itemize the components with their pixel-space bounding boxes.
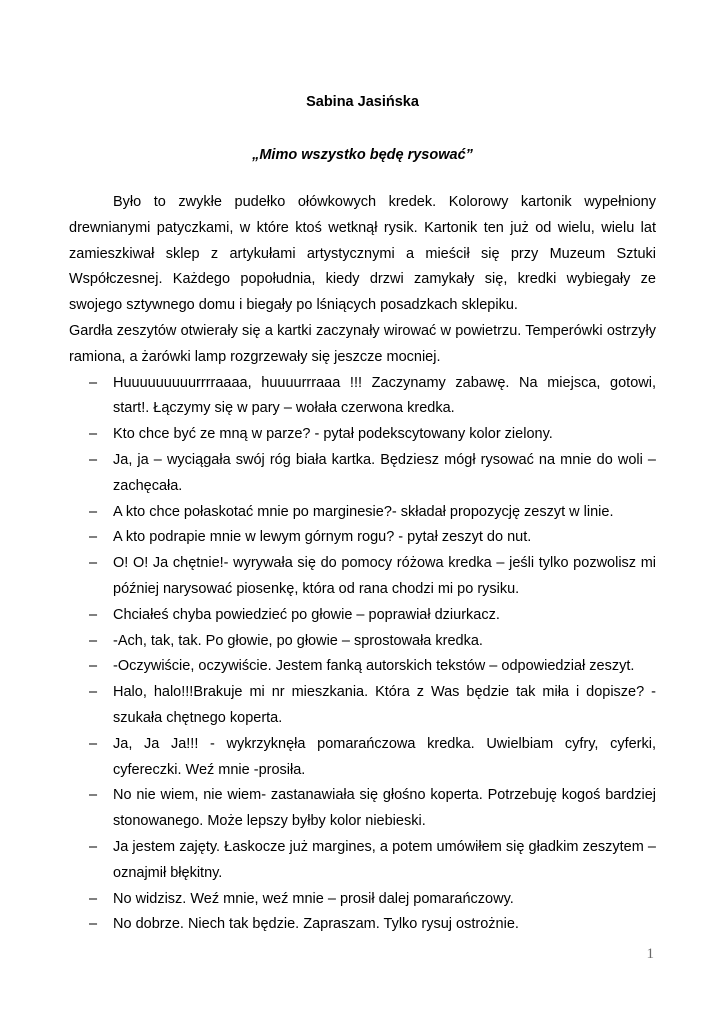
dash-bullet: – xyxy=(89,503,98,520)
dialog-line xyxy=(69,912,656,938)
dialog-text: No dobrze. Niech tak będzie. Zapraszam. Tylko rysuj ostrożnie. xyxy=(113,916,519,933)
dash-bullet: – xyxy=(89,658,98,675)
dash-bullet: – xyxy=(89,426,98,443)
story-title: „Mimo wszystko będę rysować” xyxy=(252,147,473,163)
dialog-text: Halo, halo!!!Brakuje mi nr mieszkania. Która z Was będzie tak miła i dopisze? - szukała chętnego koperta. xyxy=(113,684,656,726)
dialog-text: No nie wiem, nie wiem- zastanawiała się głośno koperta. Potrzebuję kogoś bardziej stonowanego. Może lepszy byłby kolor niebieski. xyxy=(113,787,656,830)
page-number: 1 xyxy=(646,946,654,962)
dialog-line xyxy=(69,835,656,887)
dialog-line xyxy=(69,603,656,629)
dash-bullet: – xyxy=(89,735,98,752)
story-body xyxy=(69,190,656,938)
dialog-text: A kto podrapie mnie w lewym górnym rogu? - pytał zeszyt do nut. xyxy=(113,529,532,546)
dialog-text: Ja, ja – wyciągała swój róg biała kartka. Będziesz mógł rysować na mnie do woli – zachęcała. xyxy=(113,451,656,494)
dialog-text: A kto chce połaskotać mnie po marginesie?- składał propozycję zeszyt w linie. xyxy=(113,503,614,520)
dialog-text: O! O! Ja chętnie!- wyrywała się do pomocy różowa kredka – jeśli tylko pozwolisz mi później narysować piosenkę, która od rana chodzi mi po rysiku. xyxy=(113,555,656,597)
dialog-text: -Ach, tak, tak. Po głowie, po głowie – sprostowała kredka. xyxy=(113,632,483,649)
dialog-line xyxy=(69,629,656,655)
dash-bullet: – xyxy=(89,916,98,933)
dialog-text: -Oczywiście, oczywiście. Jestem fanką autorskich tekstów – odpowiedział zeszyt. xyxy=(113,658,635,675)
dash-bullet: – xyxy=(89,890,98,907)
dialog-list xyxy=(69,371,656,939)
dialog-text: Huuuuuuuuurrrraaaa, huuuurrraaa !!! Zaczynamy zabawę. Na miejsca, gotowi, start!. Łączymy się w pary – wołała czerwona kredka. xyxy=(113,374,656,417)
dash-bullet: – xyxy=(89,606,98,623)
dialog-text: Kto chce być ze mną w parze? - pytał podekscytowany kolor zielony. xyxy=(113,426,553,443)
dialog-line xyxy=(69,422,656,448)
dash-bullet: – xyxy=(89,374,98,391)
dialog-line xyxy=(69,448,656,500)
dialog-text: Chciałeś chyba powiedzieć po głowie – poprawiał dziurkacz. xyxy=(113,606,500,623)
paragraph: Gardła zeszytów otwierały się a kartki zaczynały wirować w powietrzu. Temperówki ostrzyły ramiona, a żarówki lamp rozgrzewały się jeszcze mocniej. xyxy=(69,322,656,365)
dialog-line xyxy=(69,500,656,526)
dialog-text: Ja jestem zajęty. Łaskocze już margines, a potem umówiłem się gładkim zeszytem – oznajmił błękitny. xyxy=(113,838,656,881)
dash-bullet: – xyxy=(89,555,98,572)
dialog-line xyxy=(69,680,656,732)
author-name: Sabina Jasińska xyxy=(306,94,419,110)
dash-bullet: – xyxy=(89,838,98,855)
dash-bullet: – xyxy=(89,787,98,804)
dialog-line xyxy=(69,887,656,913)
dialog-text: Ja, Ja Ja!!! - wykrzyknęła pomarańczowa kredka. Uwielbiam cyfry, cyferki, cyfereczki. Weź mnie -prosiła. xyxy=(113,735,656,778)
dialog-line xyxy=(69,525,656,551)
dialog-line xyxy=(69,551,656,603)
dash-bullet: – xyxy=(89,684,98,701)
dash-bullet: – xyxy=(89,529,98,546)
dash-bullet: – xyxy=(89,451,98,468)
paragraph: Było to zwykłe pudełko ołówkowych kredek. Kolorowy kartonik wypełniony drewnianymi patyczkami, w które ktoś wetknął rysik. Kartonik ten już od wielu, wielu lat zamieszkiwał sklep z artykułami artystycznymi a mieścił się przy Muzeum Sztuki Współczesnej. Każdego popołudnia, kiedy drzwi zamykały się, kredki wybiegały ze swojego sztywnego domu i biegały po lśniących posadzkach sklepiku. xyxy=(69,194,656,314)
dash-bullet: – xyxy=(89,632,98,649)
dialog-line xyxy=(69,732,656,784)
dialog-text: No widzisz. Weź mnie, weź mnie – prosił dalej pomarańczowy. xyxy=(113,890,514,907)
dialog-line xyxy=(69,371,656,423)
dialog-line xyxy=(69,654,656,680)
dialog-line xyxy=(69,783,656,835)
